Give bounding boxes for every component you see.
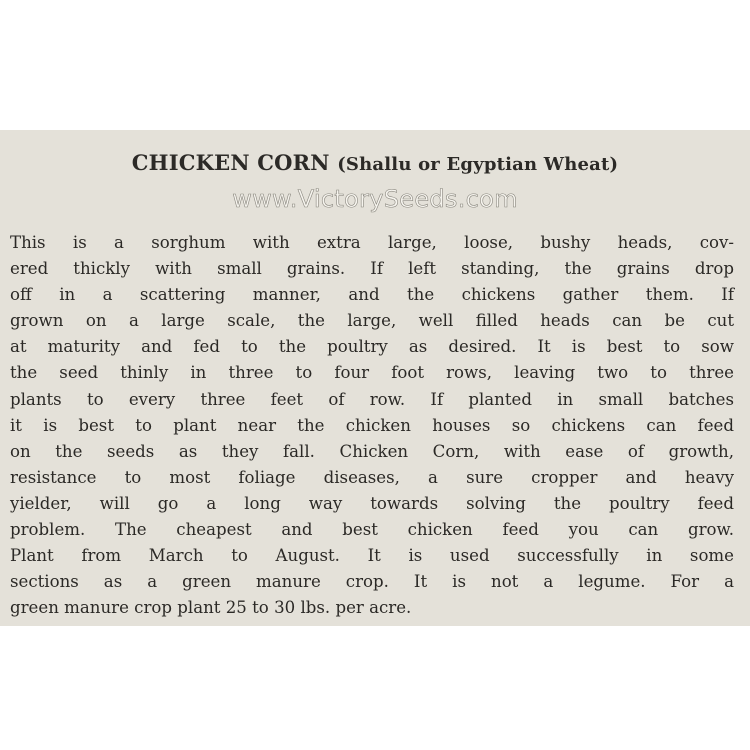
catalog-clipping <box>0 130 750 626</box>
description-line: ered thickly with small grains. If left standing, the grains drop <box>10 259 734 279</box>
watermark: www.VictorySeeds.com <box>232 185 518 213</box>
description-line: it is best to plant near the chicken houses so chickens can feed <box>10 415 734 435</box>
description-line: green manure crop plant 25 to 30 lbs. per acre. <box>10 598 412 618</box>
entry-heading <box>0 150 750 175</box>
description-line: Plant from March to August. It is used successfully in some <box>10 546 734 566</box>
entry-title: CHICKEN CORN <box>131 150 330 175</box>
description-line: problem. The cheapest and best chicken feed you can grow. <box>10 520 734 540</box>
description-line: yielder, will go a long way towards solving the poultry feed <box>10 493 734 513</box>
description-line: grown on a large scale, the large, well filled heads can be cut <box>10 311 734 331</box>
entry-subtitle: (Shallu or Egyptian Wheat) <box>337 154 619 175</box>
description-line: resistance to most foliage diseases, a sure cropper and heavy <box>10 467 734 487</box>
description-line: This is a sorghum with extra large, loose, bushy heads, cov- <box>10 233 734 252</box>
description-line: off in a scattering manner, and the chickens gather them. If <box>10 285 734 305</box>
description-line: sections as a green manure crop. It is not a legume. For a <box>10 572 734 592</box>
entry-description <box>10 230 734 621</box>
description-line: on the seeds as they fall. Chicken Corn, with ease of growth, <box>10 441 734 461</box>
description-line: at maturity and fed to the poultry as desired. It is best to sow <box>10 337 734 357</box>
description-line: plants to every three feet of row. If planted in small batches <box>10 389 734 409</box>
description-line: the seed thinly in three to four foot rows, leaving two to three <box>10 363 734 383</box>
